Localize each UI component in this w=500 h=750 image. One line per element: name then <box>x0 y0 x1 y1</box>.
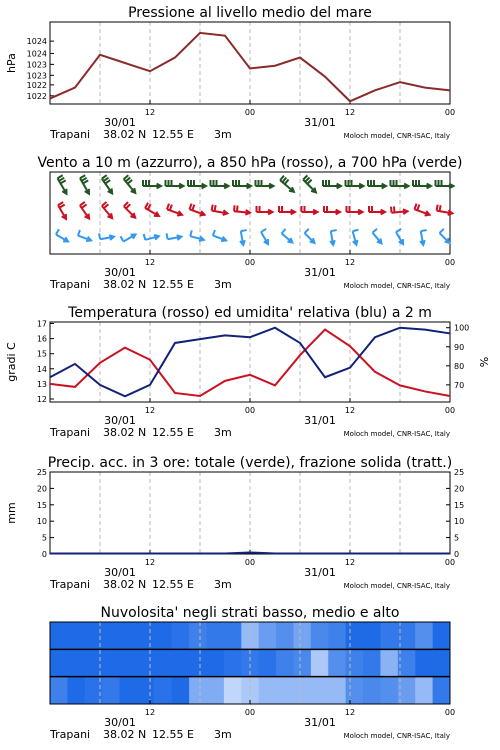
cloud-cell <box>67 622 85 649</box>
cloud-cell <box>276 649 294 676</box>
y-tick-label: 20 <box>36 484 47 494</box>
wind-barb-feather <box>83 180 88 183</box>
cloud-cell <box>137 677 155 704</box>
footer-elev: 3m <box>214 426 232 439</box>
wind-barb-feather <box>437 205 438 211</box>
cloud-cell <box>276 677 294 704</box>
y-tick-label: 15 <box>36 349 47 359</box>
cloud-cell <box>137 622 155 649</box>
x-tick-label: 12 <box>344 406 356 415</box>
wind-barb-feather <box>58 175 63 178</box>
y-tick-label-right: 80 <box>454 361 465 371</box>
y-tick-label-right: 70 <box>454 380 465 390</box>
x-tick-label: 00 <box>444 558 456 567</box>
wind-barb-feather <box>190 230 192 236</box>
y-tick-label: 25 <box>36 468 47 477</box>
cloud-cell <box>189 677 207 704</box>
date-label: 31/01 <box>304 716 336 729</box>
wind-barb-feather <box>104 178 109 181</box>
cloud-cell <box>172 622 190 649</box>
footer-lon: 12.55 E <box>152 426 194 439</box>
wind-barb-feather <box>167 233 168 239</box>
wind-barb-feather <box>331 230 337 231</box>
wind-barb-feather <box>241 230 247 231</box>
footer-lat: 38.02 N <box>103 128 147 141</box>
wind-barb-feather <box>305 229 309 233</box>
y-tick-label-right: 15 <box>454 500 465 510</box>
wind-barb-feather <box>261 229 266 232</box>
y-axis-label: hPa <box>5 53 18 73</box>
x-tick-label: 12 <box>344 258 356 267</box>
cloud-cell <box>102 649 120 676</box>
cloud-cell <box>415 649 433 676</box>
x-tick-label: 00 <box>244 108 256 117</box>
cloud-cell <box>120 677 138 704</box>
cloud-cell <box>380 677 398 704</box>
cloud-cell <box>433 677 451 704</box>
y-tick-label-right: 25 <box>454 468 465 477</box>
wind-barb-feather <box>414 204 416 210</box>
wind-barb-feather <box>56 229 59 234</box>
x-tick-label: 00 <box>444 108 456 117</box>
cloud-cell <box>415 677 433 704</box>
cloud-cell <box>328 649 346 676</box>
footer-location: Trapani <box>50 578 91 591</box>
cloud-cell <box>398 622 416 649</box>
plot-frame <box>50 22 450 104</box>
x-tick-label: 12 <box>344 108 356 117</box>
wind-barb-feather <box>353 230 359 232</box>
footer-elev: 3m <box>214 128 232 141</box>
y-tick-label-right: 20 <box>454 484 465 494</box>
footer-lat: 38.02 N <box>103 578 147 591</box>
wind-barb-feather <box>82 178 87 181</box>
cloud-cell <box>207 649 225 676</box>
date-label: 31/01 <box>304 414 336 427</box>
footer-elev: 3m <box>214 278 232 291</box>
wind-barb-shaft <box>440 233 450 243</box>
cloud-cell <box>346 649 364 676</box>
x-tick-label: 12 <box>344 708 356 717</box>
footer-lat: 38.02 N <box>103 728 147 741</box>
footer-lat: 38.02 N <box>103 426 147 439</box>
y-tick-label: 16 <box>36 334 47 344</box>
footer-elev: 3m <box>214 578 232 591</box>
wind-barb-feather <box>391 207 392 213</box>
cloud-cell <box>293 677 311 704</box>
cloud-cell <box>433 649 451 676</box>
wind-barb-feather <box>145 203 148 208</box>
x-tick-label: 00 <box>444 406 456 415</box>
y-tick-label-right: 100 <box>454 323 470 333</box>
footer-location: Trapani <box>50 128 91 141</box>
cloud-cell <box>172 649 190 676</box>
y-tick-label: 12 <box>36 394 47 404</box>
cloud-cell <box>67 677 85 704</box>
cloud-cell <box>207 677 225 704</box>
cloud-cell <box>50 649 68 676</box>
cloud-cell <box>259 677 277 704</box>
wind-barb-feather <box>59 178 64 181</box>
footer-location: Trapani <box>50 728 91 741</box>
cloud-cell <box>311 649 329 676</box>
wind-barb-feather <box>213 230 215 236</box>
wind-barb-feather <box>80 202 85 205</box>
cloud-cell <box>259 649 277 676</box>
footer-lon: 12.55 E <box>152 728 194 741</box>
wind-barb-feather <box>82 204 87 207</box>
cloud-cell <box>50 677 68 704</box>
wind-barb-feather <box>282 229 286 234</box>
footer-lon: 12.55 E <box>152 128 194 141</box>
cloud-cell <box>207 622 225 649</box>
cloud-cell <box>189 622 207 649</box>
cloud-cell <box>120 622 138 649</box>
wind-barb-feather <box>373 229 378 233</box>
y-tick-label: 1023 <box>26 71 47 81</box>
wind-barb-feather <box>78 230 80 236</box>
y-tick-label: 1024 <box>26 37 47 47</box>
footer-credit: Moloch model, CNR-ISAC, Italy <box>343 430 450 438</box>
cloud-cell <box>415 622 433 649</box>
y-axis-label: mm <box>5 502 18 524</box>
y-tick-label-right: 5 <box>454 533 460 543</box>
date-label: 30/01 <box>104 116 136 129</box>
plot-frame <box>50 472 450 554</box>
cloud-cell <box>328 677 346 704</box>
footer-lon: 12.55 E <box>152 278 194 291</box>
cloud-cell <box>102 677 120 704</box>
precipitation-line <box>50 553 450 554</box>
wind-barb-feather <box>167 204 169 210</box>
y-tick-label: 1022 <box>26 80 47 90</box>
x-tick-label: 00 <box>444 258 456 267</box>
wind-barb-feather <box>417 205 419 211</box>
y-tick-label: 15 <box>36 500 47 510</box>
panel-title: Temperatura (rosso) ed umidita' relativa (blu) a 2 m <box>68 305 432 321</box>
cloud-cell <box>50 622 68 649</box>
x-tick-label: 12 <box>144 258 156 267</box>
footer-location: Trapani <box>50 278 91 291</box>
y-tick-label: 0 <box>41 550 47 559</box>
x-tick-label: 12 <box>144 708 156 717</box>
cloud-cell <box>224 622 242 649</box>
cloud-cell <box>154 677 172 704</box>
date-label: 31/01 <box>304 566 336 579</box>
panel-title: Nuvolosita' negli strati basso, medio e alto <box>100 605 400 621</box>
date-label: 31/01 <box>304 266 336 279</box>
x-tick-label: 00 <box>444 708 456 717</box>
y-tick-label: 13 <box>36 379 47 389</box>
cloud-cell <box>346 622 364 649</box>
x-tick-label: 12 <box>144 558 156 567</box>
cloud-cell <box>363 649 381 676</box>
cloud-cell <box>293 649 311 676</box>
y-tick-label-right: 0 <box>454 550 460 559</box>
wind-barb-feather <box>120 236 123 241</box>
footer-credit: Moloch model, CNR-ISAC, Italy <box>343 132 450 140</box>
cloud-cell <box>224 649 242 676</box>
cloud-cell <box>433 622 451 649</box>
y-tick-label: 5 <box>41 533 47 543</box>
cloud-cell <box>67 649 85 676</box>
y-tick-label: 14 <box>36 364 47 374</box>
y-tick-label: 17 <box>36 319 47 329</box>
cloud-cell <box>380 622 398 649</box>
wind-barb-feather <box>102 175 107 178</box>
wind-barb-feather <box>394 206 395 212</box>
wind-barb-feather <box>237 206 238 212</box>
x-tick-label: 12 <box>144 108 156 117</box>
footer-credit: Moloch model, CNR-ISAC, Italy <box>343 582 450 590</box>
y-axis-label: gradi C <box>5 342 18 382</box>
wind-barb-feather <box>440 229 444 233</box>
cloud-cell <box>398 677 416 704</box>
cloud-cell <box>137 649 155 676</box>
footer-elev: 3m <box>214 728 232 741</box>
date-label: 30/01 <box>104 414 136 427</box>
wind-barb-feather <box>105 180 110 183</box>
cloud-cell <box>259 622 277 649</box>
wind-barb-feather <box>421 230 427 231</box>
wind-barb-feather <box>189 204 191 210</box>
y-tick-label: 10 <box>36 517 47 527</box>
cloud-cell <box>172 677 190 704</box>
cloud-cell <box>311 677 329 704</box>
wind-barb-feather <box>234 205 235 211</box>
date-label: 30/01 <box>104 566 136 579</box>
cloud-cell <box>120 649 138 676</box>
panel-title: Pressione al livello medio del mare <box>128 5 372 21</box>
panel-title: Vento a 10 m (azzurro), a 850 hPa (rosso), a 700 hPa (verde) <box>37 155 463 171</box>
y-tick-label-right: 90 <box>454 342 465 352</box>
cloud-cell <box>363 622 381 649</box>
panel-title: Precip. acc. in 3 ore: totale (verde), frazione solida (tratt.) <box>47 455 453 471</box>
cloud-cell <box>224 677 242 704</box>
y-tick-label-right: 10 <box>454 517 465 527</box>
date-label: 30/01 <box>104 266 136 279</box>
wind-barb-feather <box>99 233 100 239</box>
date-label: 31/01 <box>304 116 336 129</box>
wind-barb-feather <box>192 205 194 211</box>
y-axis-label-right: % <box>478 356 491 368</box>
footer-location: Trapani <box>50 426 91 439</box>
date-label: 30/01 <box>104 716 136 729</box>
cloud-cell <box>154 622 172 649</box>
cloud-cell <box>380 649 398 676</box>
cloud-cell <box>189 649 207 676</box>
cloud-cell <box>328 622 346 649</box>
wind-barb-shaft <box>305 233 315 243</box>
wind-barb-feather <box>61 180 66 183</box>
cloud-cell <box>346 677 364 704</box>
wind-barb-feather <box>60 205 65 208</box>
cloud-cell <box>363 677 381 704</box>
x-tick-label: 12 <box>144 406 156 415</box>
x-tick-label: 00 <box>244 406 256 415</box>
y-tick-label: 1022 <box>26 91 47 101</box>
cloud-cell <box>311 622 329 649</box>
x-tick-label: 00 <box>244 558 256 567</box>
wind-barb-feather <box>440 205 441 211</box>
cloud-cell <box>293 622 311 649</box>
wind-barb-feather <box>80 175 85 178</box>
wind-barb-feather <box>215 205 216 211</box>
x-tick-label: 00 <box>244 258 256 267</box>
footer-lat: 38.02 N <box>103 278 147 291</box>
wind-barb-feather <box>58 202 63 205</box>
wind-barb-feather <box>170 205 172 211</box>
y-tick-label: 1024 <box>26 49 47 59</box>
wind-barb-feather <box>144 234 146 240</box>
footer-lon: 12.55 E <box>152 578 194 591</box>
y-tick-label: 1023 <box>26 60 47 70</box>
cloud-cell <box>398 649 416 676</box>
cloud-cell <box>154 649 172 676</box>
x-tick-label: 00 <box>244 708 256 717</box>
footer-credit: Moloch model, CNR-ISAC, Italy <box>343 732 450 740</box>
cloud-cell <box>102 622 120 649</box>
footer-credit: Moloch model, CNR-ISAC, Italy <box>343 282 450 290</box>
cloud-cell <box>276 622 294 649</box>
x-tick-label: 12 <box>344 558 356 567</box>
wind-barb-feather <box>212 205 213 211</box>
